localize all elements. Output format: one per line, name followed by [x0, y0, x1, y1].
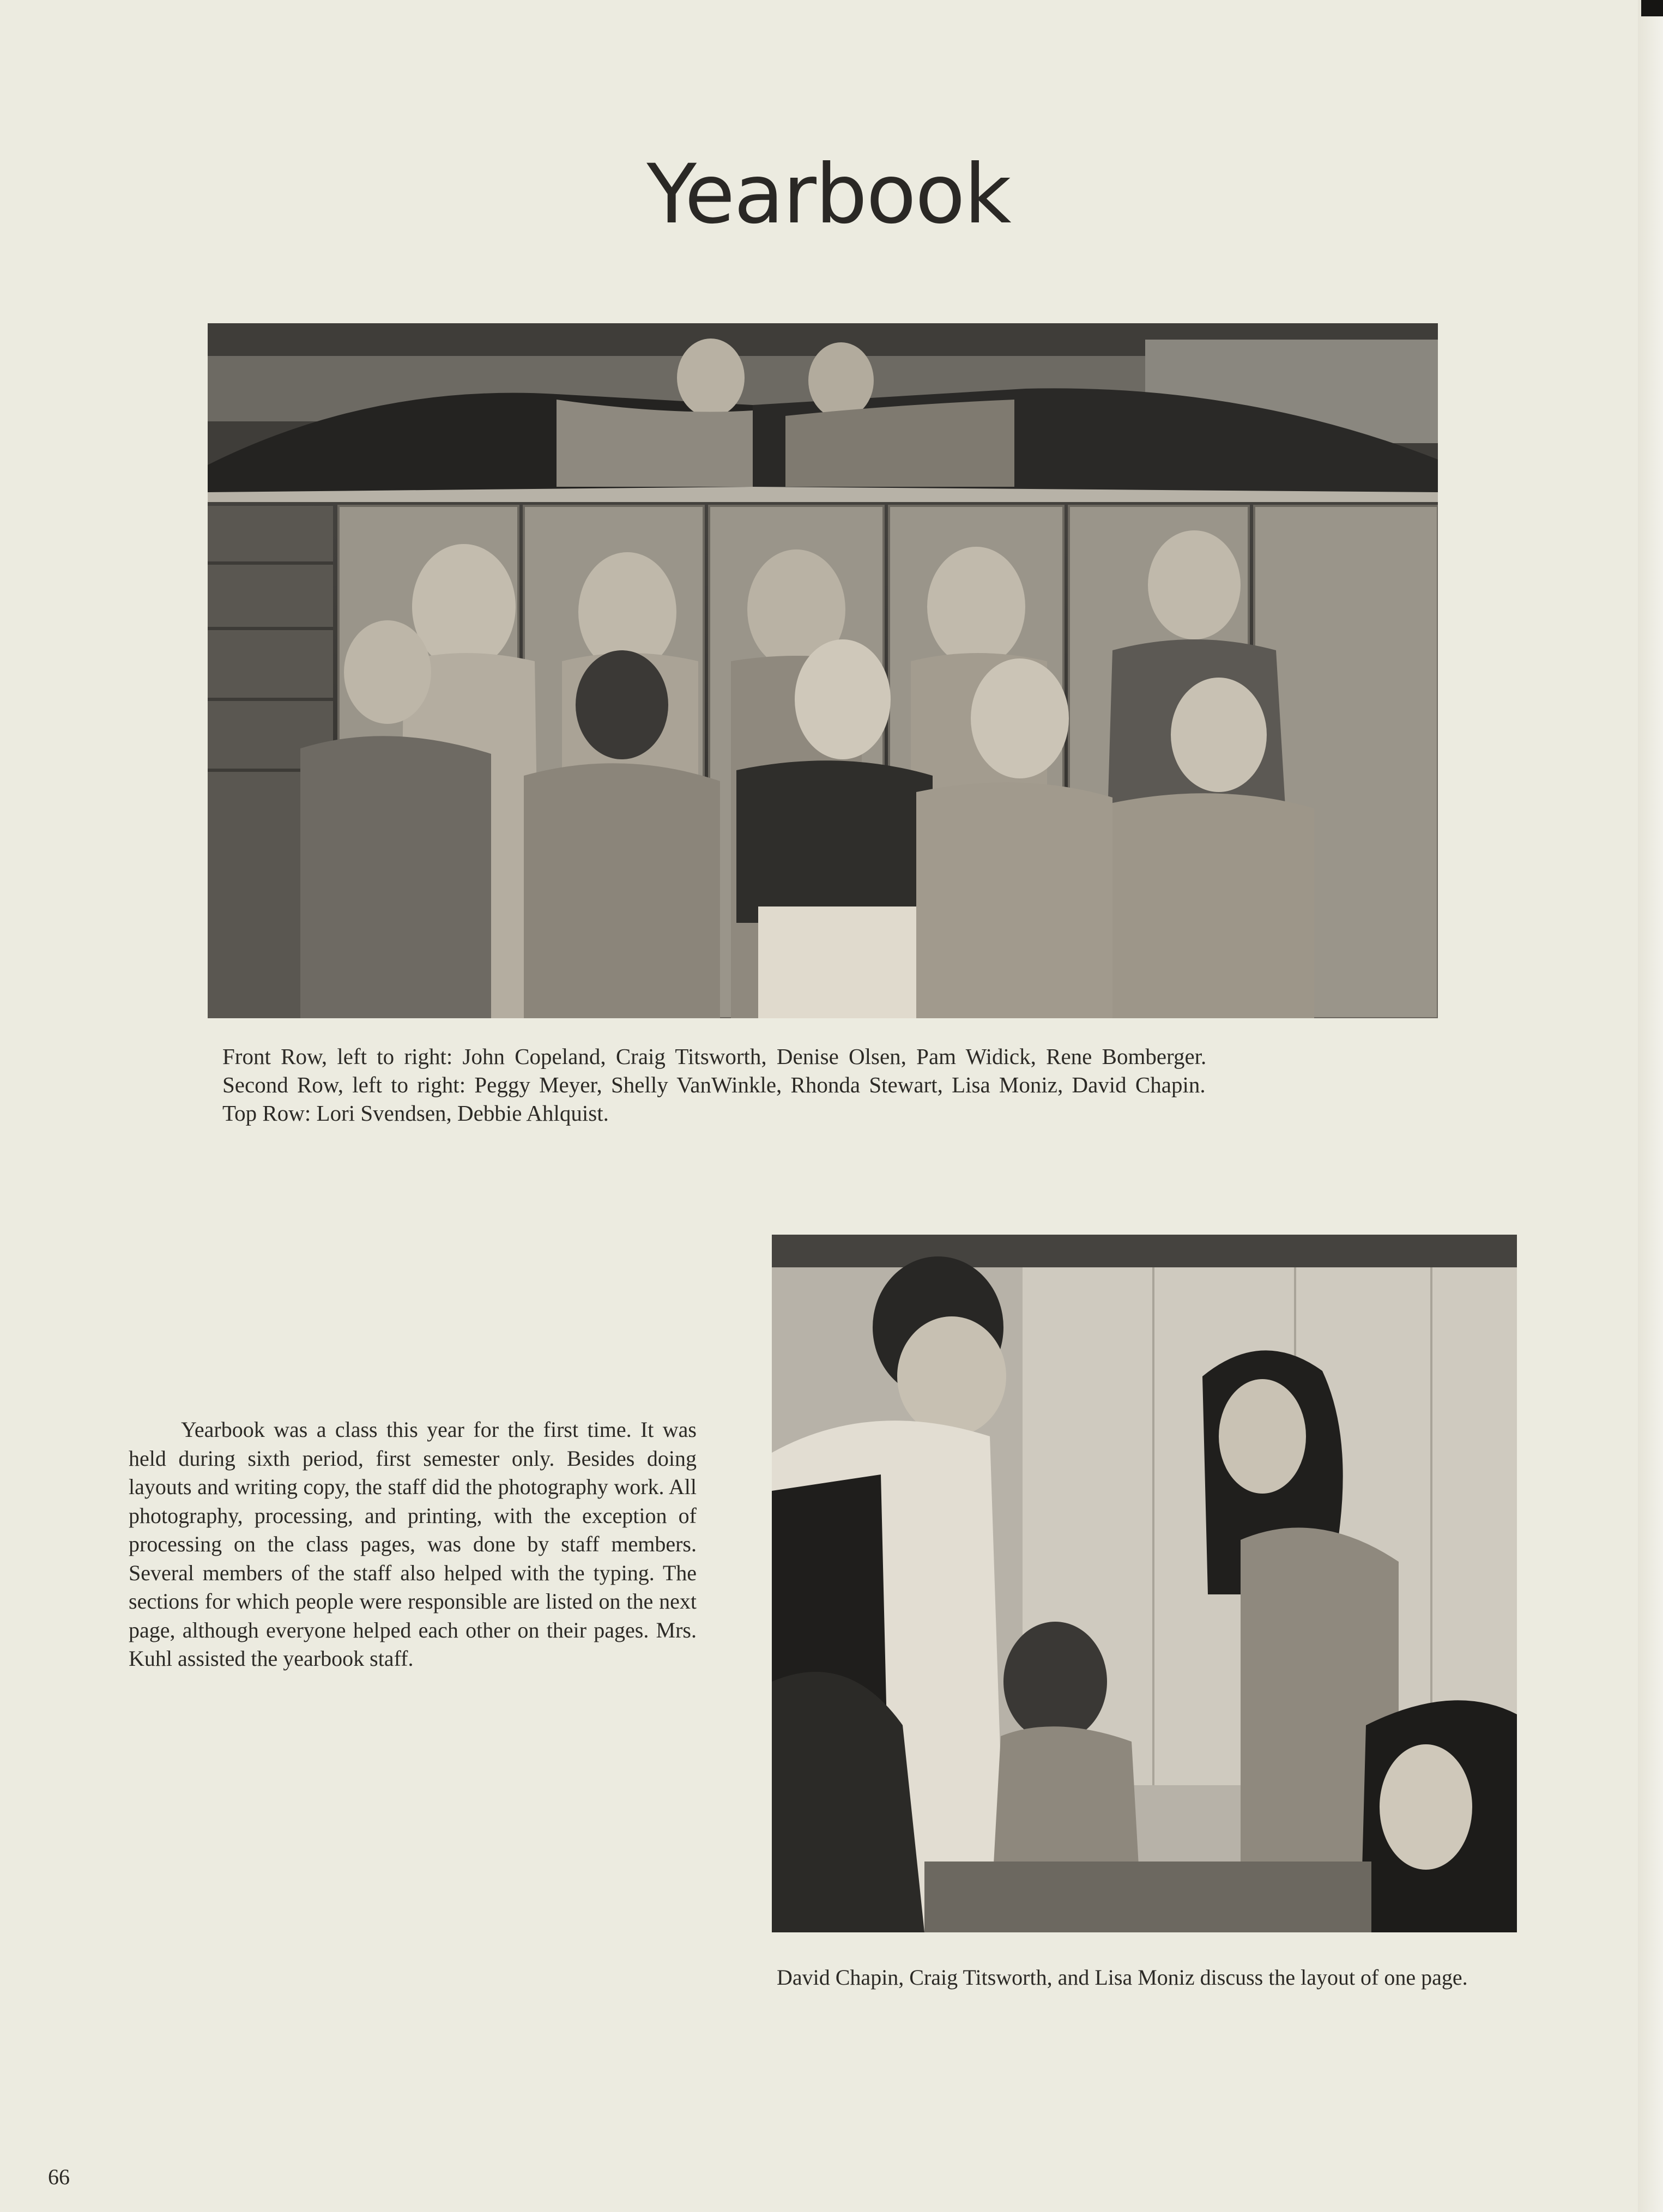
caption-second-row: Second Row, left to right: Peggy Meyer, Shelly VanWinkle, Rhonda Stewart, Lisa Moniz, David Chapin.	[222, 1072, 1206, 1097]
page-number: 66	[48, 2165, 70, 2189]
page-title: Yearbook	[646, 147, 1011, 242]
candid-photo-caption: David Chapin, Craig Titsworth, and Lisa Moniz discuss the layout of one page.	[777, 1965, 1468, 1990]
page-corner	[1641, 0, 1663, 16]
group-photo-caption	[222, 1042, 1438, 1127]
page-edge	[1638, 0, 1663, 2212]
candid-photo	[772, 1235, 1517, 1932]
article-text: Yearbook was a class this year for the first time. It was held during sixth period, first semester only. Besides doing layouts and writing copy, the staff did the photography work. All photography, processing, and printing, with the exception of processing on the class pages, was done by staff members. Several members of the staff also helped with the typing. The sections for which people were responsible are listed on the next page, although everyone helped each other on their pages. Mrs. Kuhl assisted the yearbook staff.	[129, 1417, 697, 1671]
caption-top-row: Top Row: Lori Svendsen, Debbie Ahlquist.	[222, 1101, 609, 1126]
article-body	[129, 1416, 697, 1673]
group-photo	[208, 323, 1438, 1018]
caption-front-row: Front Row, left to right: John Copeland, Craig Titsworth, Denise Olsen, Pam Widick, Rene Bomberger.	[222, 1044, 1207, 1069]
